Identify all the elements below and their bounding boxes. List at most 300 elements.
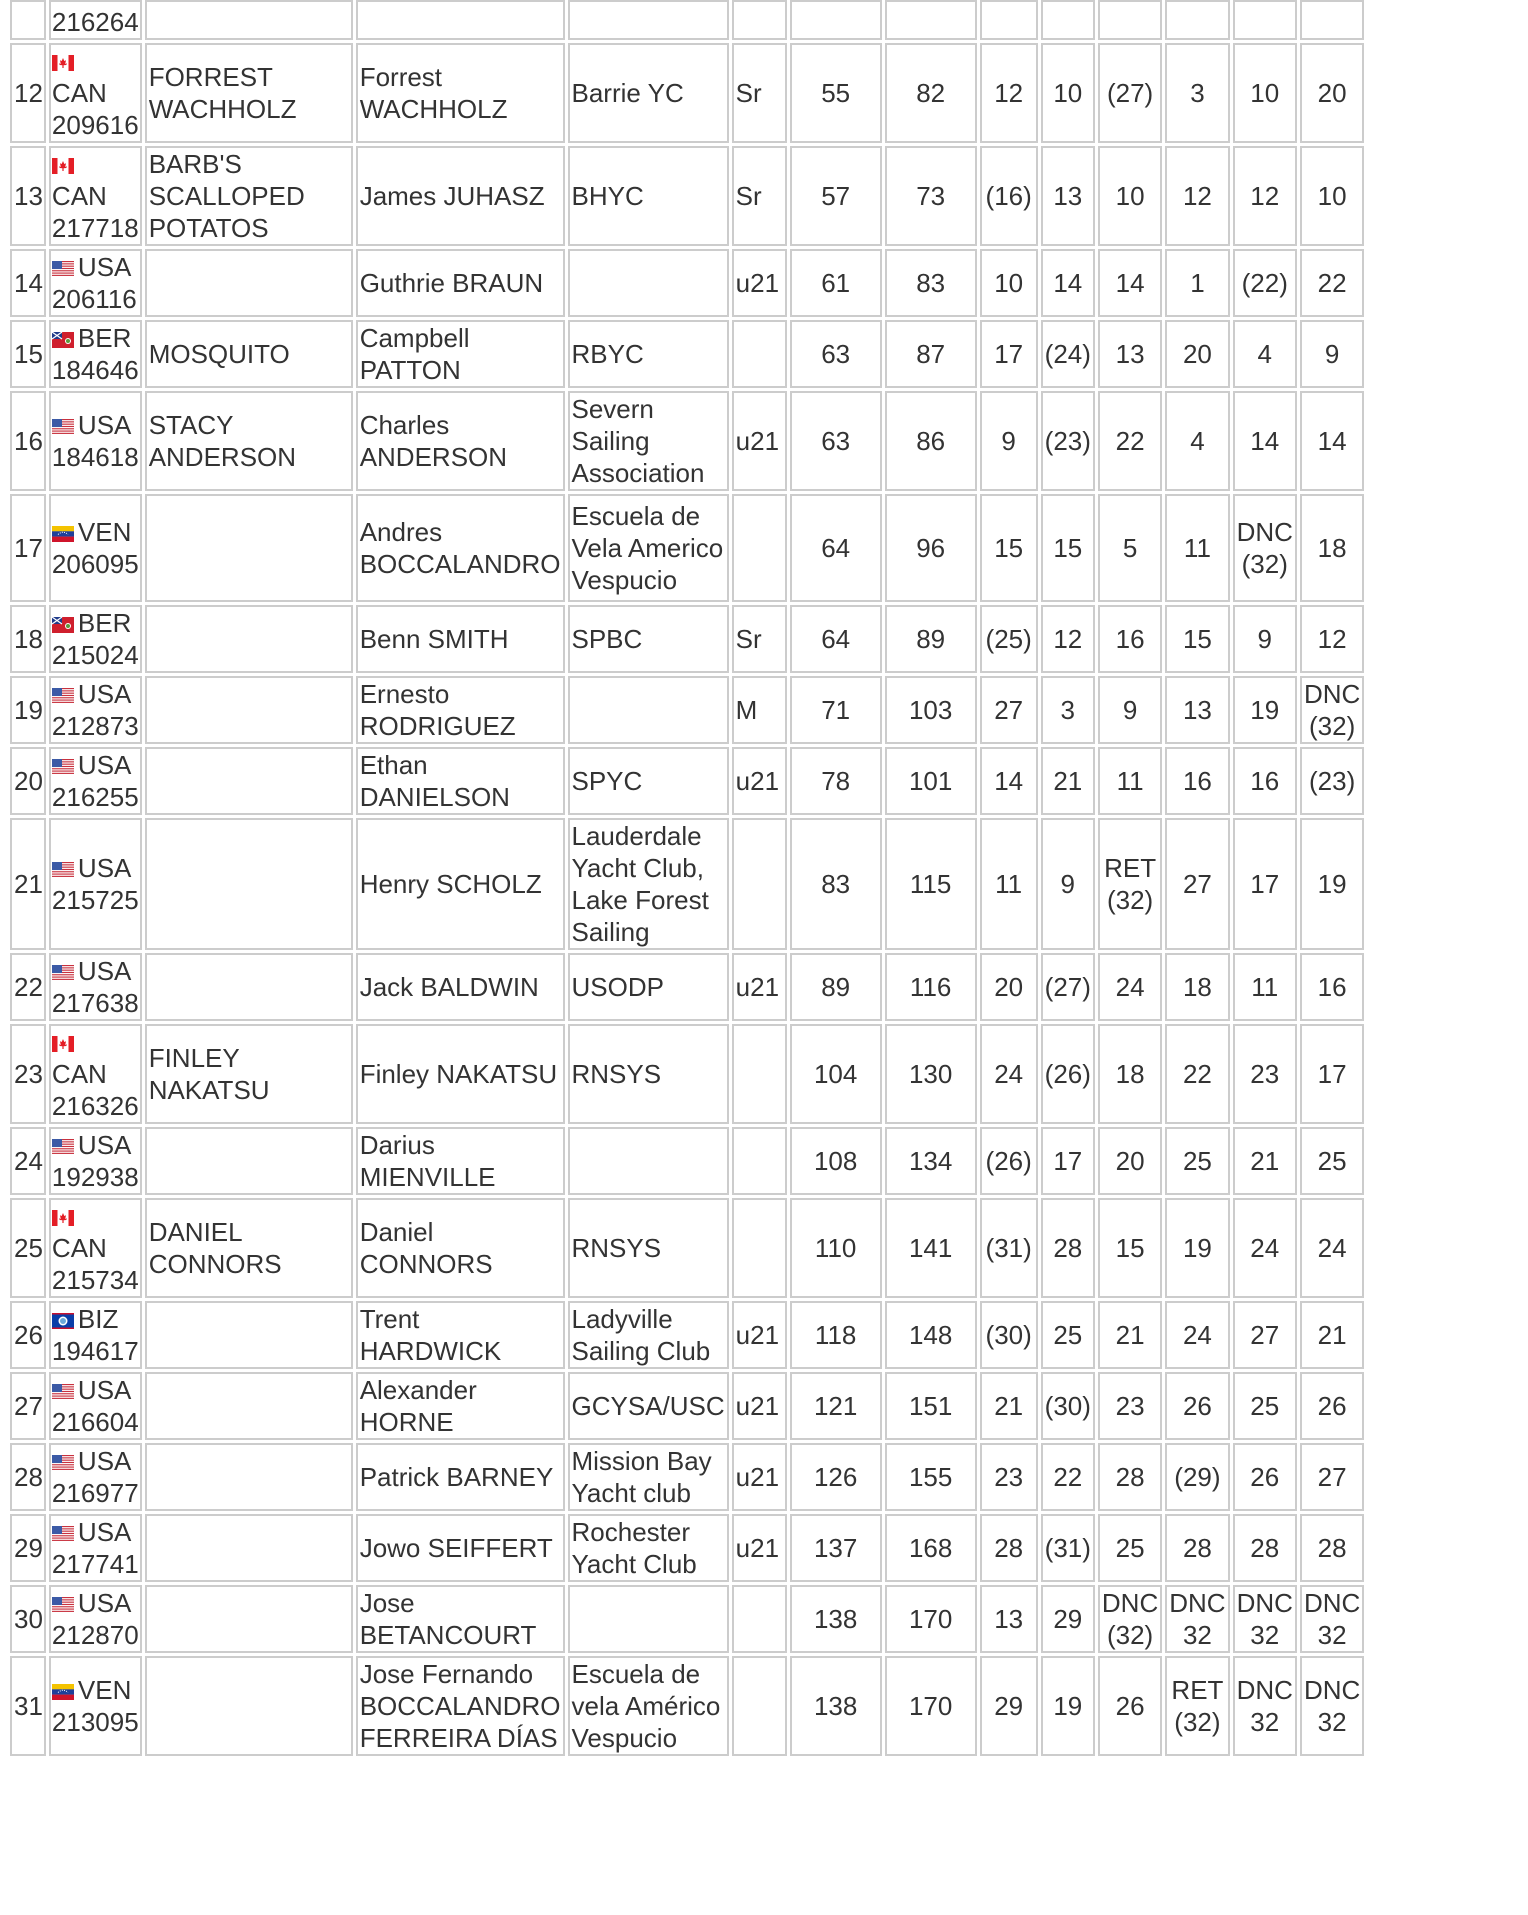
rank-value: 15 bbox=[14, 339, 43, 369]
race-score-value: 28 bbox=[1317, 1533, 1347, 1563]
race-score-cell bbox=[1233, 0, 1297, 40]
category-cell bbox=[732, 953, 787, 1021]
biz-flag-icon bbox=[52, 1304, 78, 1334]
total-points-cell bbox=[885, 1514, 977, 1582]
rank-value: 27 bbox=[14, 1391, 43, 1421]
race-score-value: (16) bbox=[985, 181, 1032, 211]
net-points-cell bbox=[790, 953, 882, 1021]
sail-number: 213095 bbox=[51, 1707, 139, 1737]
race-score-value: 12 bbox=[1053, 624, 1083, 654]
skipper-cell bbox=[356, 1127, 565, 1195]
boat-name-cell bbox=[145, 818, 353, 950]
race-score-cell bbox=[980, 391, 1038, 491]
table-row bbox=[10, 747, 1364, 815]
race-score-value: 3 bbox=[1060, 695, 1076, 725]
race-score-value: 9 bbox=[1001, 426, 1016, 456]
total-points-cell bbox=[885, 1301, 977, 1369]
rank-cell bbox=[10, 1514, 46, 1582]
net-points-cell bbox=[790, 1656, 882, 1756]
club-cell bbox=[568, 1443, 729, 1511]
skipper-name: Daniel CONNORS bbox=[359, 1217, 493, 1279]
country-code: USA bbox=[77, 1375, 132, 1405]
boat-name: STACY ANDERSON bbox=[148, 410, 297, 472]
club-cell bbox=[568, 1198, 729, 1298]
race-score-cell bbox=[1098, 146, 1162, 246]
skipper-name: Patrick BARNEY bbox=[359, 1462, 554, 1492]
race-score-cell bbox=[1098, 1585, 1162, 1653]
table-row bbox=[10, 818, 1364, 950]
sail-number: 215024 bbox=[51, 640, 139, 670]
club-cell bbox=[568, 1372, 729, 1440]
net-points-value: 110 bbox=[814, 1233, 857, 1263]
usa-flag-icon bbox=[52, 1375, 78, 1405]
race-score-cell bbox=[980, 0, 1038, 40]
race-score-value: 4 bbox=[1257, 339, 1272, 369]
skipper-name: James JUHASZ bbox=[359, 181, 545, 211]
race-score-cell bbox=[1041, 676, 1095, 744]
race-score-value: 13 bbox=[1115, 339, 1145, 369]
sail-number: 206095 bbox=[51, 549, 139, 579]
race-score-cell bbox=[1233, 676, 1297, 744]
country-code: USA bbox=[77, 1588, 132, 1618]
race-score-value: 13 bbox=[994, 1604, 1024, 1634]
race-score-cell bbox=[1165, 1024, 1229, 1124]
race-score-cell bbox=[1041, 249, 1095, 317]
country-code: CAN bbox=[51, 78, 107, 108]
rank-cell bbox=[10, 43, 46, 143]
total-points-value: 87 bbox=[916, 339, 946, 369]
category-cell bbox=[732, 818, 787, 950]
race-score-cell bbox=[980, 494, 1038, 602]
sail-number: 212873 bbox=[51, 711, 139, 741]
sail-cell bbox=[49, 1198, 142, 1298]
total-points-value: 116 bbox=[909, 972, 952, 1002]
race-score-value: DNC 32 bbox=[1303, 1675, 1361, 1737]
sail-number: 217718 bbox=[51, 213, 139, 243]
table-row bbox=[10, 494, 1364, 602]
race-score-cell bbox=[1300, 1443, 1364, 1511]
race-score-cell bbox=[1165, 1656, 1229, 1756]
total-points-value: 151 bbox=[908, 1391, 953, 1421]
rank-value: 21 bbox=[14, 869, 43, 899]
race-score-cell bbox=[1233, 43, 1297, 143]
race-score-value: 5 bbox=[1122, 533, 1138, 563]
race-score-cell bbox=[980, 146, 1038, 246]
net-points-cell bbox=[790, 320, 882, 388]
skipper-name: Charles ANDERSON bbox=[359, 410, 508, 472]
race-score-cell bbox=[980, 249, 1038, 317]
club-name: GCYSA/USC bbox=[571, 1391, 725, 1421]
race-score-cell bbox=[1098, 249, 1162, 317]
country-code: BIZ bbox=[77, 1304, 119, 1334]
total-points-cell bbox=[885, 494, 977, 602]
total-points-value: 101 bbox=[908, 766, 953, 796]
sail-number: 184618 bbox=[51, 442, 139, 472]
category-cell bbox=[732, 1514, 787, 1582]
net-points-cell bbox=[790, 1443, 882, 1511]
table-row bbox=[10, 605, 1364, 673]
race-score-cell bbox=[1098, 1443, 1162, 1511]
race-score-value: 21 bbox=[1115, 1320, 1145, 1350]
race-score-cell bbox=[980, 605, 1038, 673]
race-score-value: (31) bbox=[985, 1233, 1032, 1263]
rank-value: 17 bbox=[14, 533, 43, 563]
race-score-value: 16 bbox=[1250, 766, 1280, 796]
club-cell bbox=[568, 146, 729, 246]
race-score-value: 20 bbox=[1317, 78, 1347, 108]
net-points-value: 137 bbox=[813, 1533, 858, 1563]
race-score-value: DNC 32 bbox=[1303, 1588, 1361, 1650]
race-score-cell bbox=[1098, 818, 1162, 950]
race-score-cell bbox=[1165, 747, 1229, 815]
boat-name-cell bbox=[145, 1585, 353, 1653]
country-code: VEN bbox=[77, 1675, 132, 1705]
rank-cell bbox=[10, 1656, 46, 1756]
rank-value: 19 bbox=[14, 695, 43, 725]
country-code: CAN bbox=[51, 1059, 107, 1089]
boat-name-cell bbox=[145, 747, 353, 815]
race-score-value: (26) bbox=[985, 1146, 1032, 1176]
club-cell bbox=[568, 676, 729, 744]
race-score-cell bbox=[1098, 494, 1162, 602]
country-code: USA bbox=[77, 410, 132, 440]
race-score-cell bbox=[1098, 747, 1162, 815]
race-score-cell bbox=[1041, 320, 1095, 388]
skipper-cell bbox=[356, 391, 565, 491]
race-score-cell bbox=[1041, 494, 1095, 602]
skipper-cell bbox=[356, 1514, 565, 1582]
race-score-value: 14 bbox=[1115, 268, 1145, 298]
country-code: USA bbox=[77, 853, 132, 883]
net-points-cell bbox=[790, 146, 882, 246]
race-score-cell bbox=[1300, 1585, 1364, 1653]
skipper-name: Campbell PATTON bbox=[359, 323, 470, 385]
race-score-cell bbox=[1165, 1198, 1229, 1298]
race-score-cell bbox=[1300, 676, 1364, 744]
sail-cell bbox=[49, 1301, 142, 1369]
race-score-value: 29 bbox=[1053, 1604, 1083, 1634]
race-score-value: 15 bbox=[1115, 1233, 1145, 1263]
race-score-value: (25) bbox=[985, 624, 1032, 654]
net-points-cell bbox=[790, 43, 882, 143]
category-cell bbox=[732, 43, 787, 143]
boat-name-cell bbox=[145, 1443, 353, 1511]
sail-cell bbox=[49, 391, 142, 491]
table-row bbox=[10, 43, 1364, 143]
sail-cell bbox=[49, 1127, 142, 1195]
race-score-cell bbox=[980, 1024, 1038, 1124]
table-row bbox=[10, 391, 1364, 491]
table-row bbox=[10, 1372, 1364, 1440]
net-points-value: 126 bbox=[813, 1462, 858, 1492]
race-score-cell bbox=[1300, 320, 1364, 388]
table-row bbox=[10, 1198, 1364, 1298]
race-score-cell bbox=[1041, 605, 1095, 673]
race-score-value: (31) bbox=[1044, 1533, 1091, 1563]
boat-name-cell bbox=[145, 391, 353, 491]
sail-cell bbox=[49, 1514, 142, 1582]
boat-name: MOSQUITO bbox=[148, 339, 290, 369]
race-score-cell bbox=[1233, 1656, 1297, 1756]
race-score-value: DNC 32 bbox=[1169, 1588, 1226, 1650]
sail-number: 216326 bbox=[51, 1091, 139, 1121]
total-points-value: 130 bbox=[908, 1059, 953, 1089]
sail-cell bbox=[49, 320, 142, 388]
race-score-cell bbox=[1098, 43, 1162, 143]
race-score-cell bbox=[1165, 605, 1229, 673]
sail-number: 217638 bbox=[51, 988, 139, 1018]
race-score-cell bbox=[1233, 320, 1297, 388]
club-name: Escuela de Vela Americo Vespucio bbox=[571, 501, 724, 595]
race-score-value: 17 bbox=[994, 339, 1024, 369]
race-score-cell bbox=[1165, 43, 1229, 143]
boat-name-cell bbox=[145, 494, 353, 602]
race-score-value: (27) bbox=[1044, 972, 1091, 1002]
race-score-value: 12 bbox=[1250, 181, 1280, 211]
race-score-cell bbox=[1300, 0, 1364, 40]
race-score-value: 1 bbox=[1190, 268, 1205, 298]
usa-flag-icon bbox=[52, 1588, 78, 1618]
category-value: Sr bbox=[735, 78, 762, 108]
rank-cell bbox=[10, 953, 46, 1021]
net-points-value: 121 bbox=[813, 1391, 858, 1421]
category-value: Sr bbox=[735, 181, 762, 211]
rank-value: 14 bbox=[14, 268, 43, 298]
sail-cell bbox=[49, 818, 142, 950]
skipper-cell bbox=[356, 676, 565, 744]
total-points-value: 168 bbox=[908, 1533, 953, 1563]
club-cell bbox=[568, 0, 729, 40]
skipper-cell bbox=[356, 1301, 565, 1369]
ven-flag-icon bbox=[52, 517, 78, 547]
boat-name-cell bbox=[145, 1198, 353, 1298]
club-name: Mission Bay Yacht club bbox=[571, 1446, 712, 1508]
rank-value: 16 bbox=[14, 426, 43, 456]
race-score-cell bbox=[1300, 1127, 1364, 1195]
race-score-cell bbox=[980, 320, 1038, 388]
net-points-cell bbox=[790, 818, 882, 950]
sail-number: 209616 bbox=[51, 110, 139, 140]
category-cell bbox=[732, 494, 787, 602]
skipper-name: Ernesto RODRIGUEZ bbox=[359, 679, 516, 741]
race-score-cell bbox=[980, 1585, 1038, 1653]
race-score-value: 25 bbox=[1317, 1146, 1347, 1176]
sail-number: 194617 bbox=[51, 1336, 139, 1366]
boat-name-cell bbox=[145, 249, 353, 317]
skipper-name: Trent HARDWICK bbox=[359, 1304, 502, 1366]
skipper-name: Andres BOCCALANDRO bbox=[359, 517, 561, 579]
sail-number: 216255 bbox=[51, 782, 139, 812]
rank-cell bbox=[10, 605, 46, 673]
sail-cell bbox=[49, 0, 142, 40]
race-score-cell bbox=[1098, 320, 1162, 388]
club-name: RBYC bbox=[571, 339, 644, 369]
club-name: Severn Sailing Association bbox=[571, 394, 705, 488]
race-score-cell bbox=[1233, 249, 1297, 317]
total-points-value: 134 bbox=[908, 1146, 953, 1176]
race-score-cell bbox=[1041, 146, 1095, 246]
race-score-value: (24) bbox=[1044, 339, 1091, 369]
sail-number: 184646 bbox=[51, 355, 139, 385]
boat-name: FINLEY NAKATSU bbox=[148, 1043, 270, 1105]
ber-flag-icon bbox=[52, 608, 78, 638]
table-row bbox=[10, 1656, 1364, 1756]
category-value: u21 bbox=[735, 426, 780, 456]
club-name: Escuela de vela Américo Vespucio bbox=[571, 1659, 721, 1753]
club-cell bbox=[568, 43, 729, 143]
race-score-cell bbox=[1098, 676, 1162, 744]
category-value: u21 bbox=[735, 972, 780, 1002]
race-score-cell bbox=[1300, 146, 1364, 246]
skipper-name: Ethan DANIELSON bbox=[359, 750, 510, 812]
skipper-name: Jose Fernando BOCCALANDRO FERREIRA DÍAS bbox=[359, 1659, 561, 1753]
race-score-value: 29 bbox=[994, 1691, 1024, 1721]
net-points-cell bbox=[790, 1301, 882, 1369]
race-score-value: DNC (32) bbox=[1303, 679, 1361, 741]
rank-cell bbox=[10, 1198, 46, 1298]
race-score-value: (22) bbox=[1241, 268, 1288, 298]
net-points-cell bbox=[790, 1198, 882, 1298]
category-value: u21 bbox=[735, 1462, 780, 1492]
rank-cell bbox=[10, 249, 46, 317]
race-score-cell bbox=[1300, 953, 1364, 1021]
race-score-cell bbox=[980, 43, 1038, 143]
race-score-value: 10 bbox=[1115, 181, 1145, 211]
rank-cell bbox=[10, 1301, 46, 1369]
race-score-cell bbox=[1233, 605, 1297, 673]
race-score-value: 14 bbox=[1317, 426, 1347, 456]
category-cell bbox=[732, 146, 787, 246]
table-row bbox=[10, 320, 1364, 388]
race-score-value: 9 bbox=[1257, 624, 1272, 654]
net-points-value: 89 bbox=[821, 972, 851, 1002]
total-points-value: 82 bbox=[916, 78, 946, 108]
race-score-cell bbox=[980, 1198, 1038, 1298]
race-score-value: 19 bbox=[1250, 695, 1280, 725]
total-points-cell bbox=[885, 320, 977, 388]
race-score-value: 28 bbox=[1182, 1533, 1212, 1563]
club-cell bbox=[568, 1127, 729, 1195]
race-score-cell bbox=[980, 818, 1038, 950]
total-points-cell bbox=[885, 0, 977, 40]
club-cell bbox=[568, 320, 729, 388]
net-points-value: 71 bbox=[821, 695, 851, 725]
race-score-value: 24 bbox=[1317, 1233, 1347, 1263]
race-score-cell bbox=[1233, 818, 1297, 950]
race-score-cell bbox=[1041, 1443, 1095, 1511]
total-points-cell bbox=[885, 146, 977, 246]
rank-cell bbox=[10, 818, 46, 950]
total-points-value: 148 bbox=[908, 1320, 953, 1350]
skipper-cell bbox=[356, 1656, 565, 1756]
club-name: RNSYS bbox=[571, 1233, 662, 1263]
race-score-value: 17 bbox=[1250, 869, 1280, 899]
race-score-cell bbox=[1165, 320, 1229, 388]
race-score-value: DNC 32 bbox=[1236, 1675, 1293, 1737]
total-points-value: 103 bbox=[908, 695, 953, 725]
race-score-value: 14 bbox=[1053, 268, 1083, 298]
race-score-cell bbox=[1041, 1198, 1095, 1298]
boat-name: FORREST WACHHOLZ bbox=[148, 62, 297, 124]
race-score-value: (23) bbox=[1044, 426, 1091, 456]
race-score-value: 11 bbox=[1116, 766, 1144, 796]
total-points-cell bbox=[885, 605, 977, 673]
club-name: Rochester Yacht Club bbox=[571, 1517, 697, 1579]
race-score-cell bbox=[1165, 0, 1229, 40]
rank-value: 18 bbox=[14, 624, 43, 654]
usa-flag-icon bbox=[52, 1446, 78, 1476]
total-points-value: 115 bbox=[909, 869, 952, 899]
total-points-cell bbox=[885, 391, 977, 491]
race-score-value: 3 bbox=[1190, 78, 1205, 108]
category-cell bbox=[732, 676, 787, 744]
can-flag-icon bbox=[52, 149, 78, 179]
table-row bbox=[10, 249, 1364, 317]
race-score-cell bbox=[1041, 391, 1095, 491]
race-score-value: 18 bbox=[1317, 533, 1347, 563]
sail-number: 215734 bbox=[51, 1265, 139, 1295]
skipper-name: Jose BETANCOURT bbox=[359, 1588, 537, 1650]
race-score-cell bbox=[1300, 605, 1364, 673]
race-score-cell bbox=[1165, 1514, 1229, 1582]
country-code: USA bbox=[77, 1130, 132, 1160]
race-score-cell bbox=[1041, 43, 1095, 143]
race-score-value: 12 bbox=[1182, 181, 1212, 211]
category-value: u21 bbox=[735, 1320, 780, 1350]
boat-name-cell bbox=[145, 605, 353, 673]
race-score-cell bbox=[1041, 818, 1095, 950]
skipper-cell bbox=[356, 818, 565, 950]
country-code: BER bbox=[77, 323, 132, 353]
race-score-value: 25 bbox=[1053, 1320, 1083, 1350]
rank-value: 29 bbox=[14, 1533, 43, 1563]
skipper-cell bbox=[356, 320, 565, 388]
skipper-name: Darius MIENVILLE bbox=[359, 1130, 496, 1192]
category-cell bbox=[732, 1301, 787, 1369]
usa-flag-icon bbox=[52, 1517, 78, 1547]
net-points-value: 64 bbox=[821, 624, 851, 654]
total-points-cell bbox=[885, 1372, 977, 1440]
race-score-value: 18 bbox=[1182, 972, 1212, 1002]
net-points-value: 108 bbox=[813, 1146, 858, 1176]
rank-value: 31 bbox=[14, 1691, 43, 1721]
category-cell bbox=[732, 1127, 787, 1195]
race-score-cell bbox=[1041, 1127, 1095, 1195]
sail-number: 216977 bbox=[51, 1478, 139, 1508]
sail-number: 206116 bbox=[51, 284, 137, 314]
rank-cell bbox=[10, 0, 46, 40]
race-score-cell bbox=[1165, 1443, 1229, 1511]
total-points-cell bbox=[885, 1024, 977, 1124]
club-name: USODP bbox=[571, 972, 664, 1002]
race-score-value: 27 bbox=[994, 695, 1024, 725]
club-cell bbox=[568, 953, 729, 1021]
race-score-cell bbox=[1165, 1372, 1229, 1440]
category-cell bbox=[732, 1024, 787, 1124]
total-points-cell bbox=[885, 953, 977, 1021]
race-score-value: 22 bbox=[1053, 1462, 1083, 1492]
rank-cell bbox=[10, 146, 46, 246]
category-value: u21 bbox=[735, 1391, 780, 1421]
race-score-cell bbox=[1300, 1514, 1364, 1582]
race-score-cell bbox=[1041, 747, 1095, 815]
race-score-cell bbox=[1165, 391, 1229, 491]
sail-cell bbox=[49, 1656, 142, 1756]
race-score-cell bbox=[1098, 391, 1162, 491]
race-score-cell bbox=[1300, 1301, 1364, 1369]
race-score-value: 21 bbox=[994, 1391, 1024, 1421]
rank-value: 13 bbox=[14, 181, 43, 211]
